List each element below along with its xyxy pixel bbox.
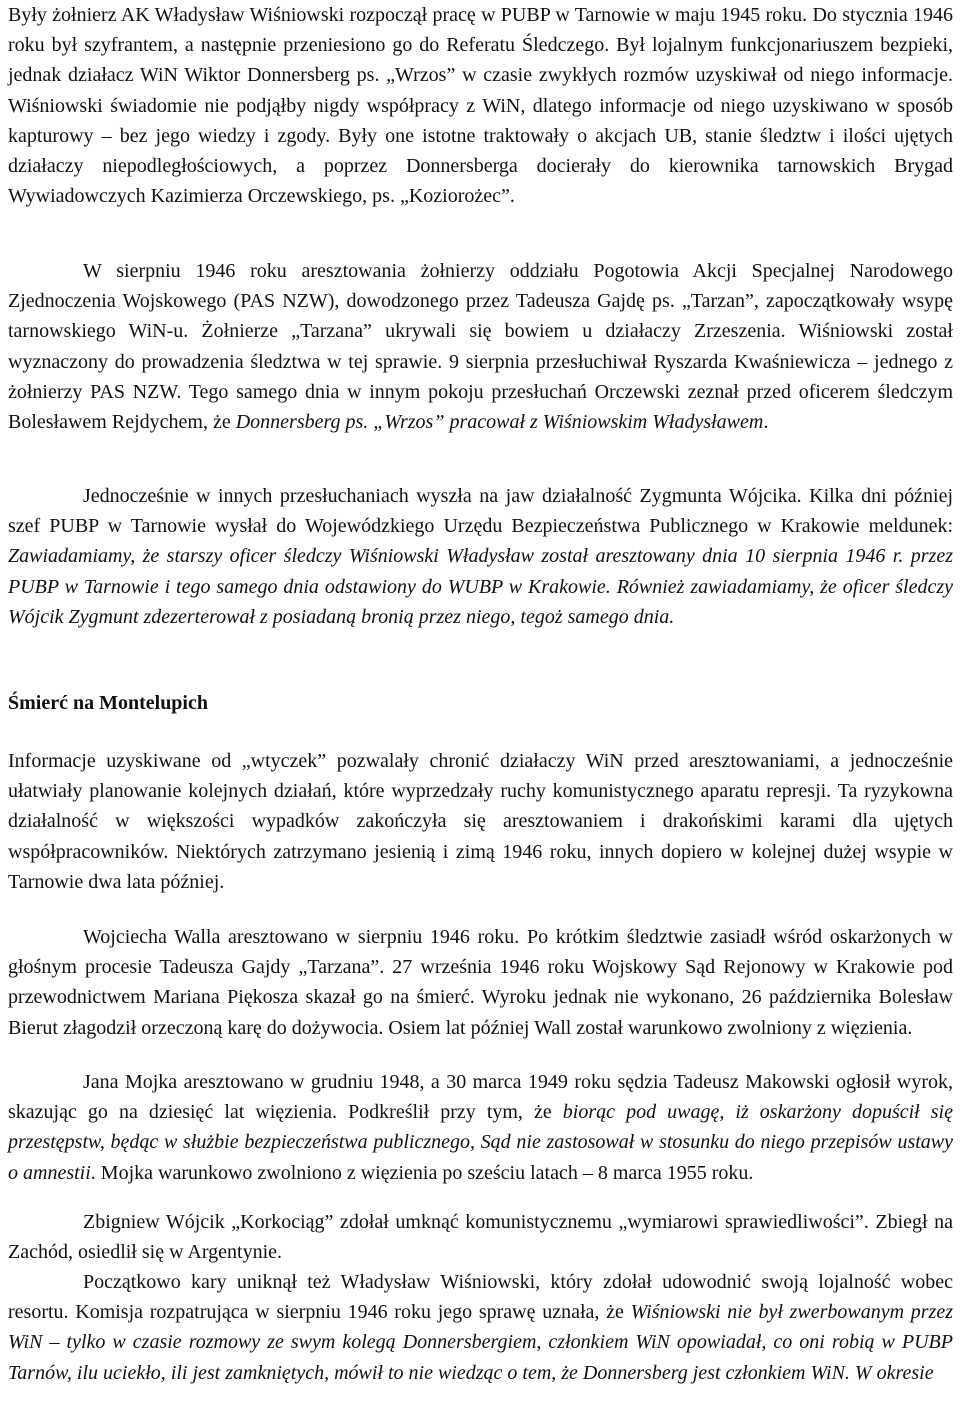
paragraph-text: Początkowo kary uniknął też Władysław Wiśniowski, który zdołał udowodnić swoją lojalność wobec resortu. Komisja rozpatrująca w sierpniu 1946 roku jego sprawę uznała, że (8, 1271, 953, 1324)
paragraph-wisniowski-intro (8, 0, 953, 211)
quoted-testimony: Donnersberg ps. „Wrzos” pracował z Wiśniowskim Władysławem (235, 411, 764, 434)
paragraph-text: Wojciecha Walla aresztowano w sierpniu 1946 roku. Po krótkim śledztwie zasiadł wśród oskarżonych w głośnym procesie Tadeusza Gajdy „Tarzana”. 27 września 1946 roku Wojskowy Sąd Rejonowy w Krakowie pod przewodnictwem Mariana Piękosza skazał go na śmierć. Wyroku jednak nie wykonano, 26 października Bolesław Bierut złagodził orzeczoną karę do dożywocia. Osiem lat później Wall został warunkowo zwolniony z więzienia. (8, 926, 953, 1039)
quoted-commission: Wiśniowski nie był zwerbowanym przez WiN – tylko w czasie rozmowy ze swym kolegą Donnersbergiem, członkiem WiN opowiadał, co oni robią w PUBP Tarnów, ilu uciekło, ili jest zamkniętych, mówił to nie wiedząc o tem, że Donnersberg jest członkiem WiN. W okresie (8, 1301, 953, 1384)
paragraph-wojcik-report (8, 481, 953, 632)
paragraph-text: Były żołnierz AK Władysław Wiśniowski rozpoczął pracę w PUBP w Tarnowie w maju 1945 roku. Do stycznia 1946 roku był szyfrantem, a następnie przeniesiono go do Referatu Śledczego. Był lojalnym funkcjonariuszem bezpieki, jednak działacz WiN Wiktor Donnersberg ps. „Wrzos” w czasie zwykłych rozmów uzyskiwał od niego informacje. Wiśniowski świadomie nie podjąłby nigdy współpracy z WiN, dlatego informacje od niego uzyskiwano w sposób kapturowy – bez jego wiedzy i zgody. Były one istotne traktowały o akcjach UB, stanie śledztw i ilości ujętych działaczy niepodległościowych, a poprzez Donnersberga docierały do kierownika tarnowskich Brygad Wywiadowczych Kazimierza Orczewskiego, ps. „Koziorożec”. (8, 4, 953, 208)
paragraph-informants (8, 746, 953, 897)
paragraph-mojek (8, 1067, 953, 1188)
paragraph-august-1946-arrests (8, 256, 953, 437)
section-heading: Śmierć na Montelupich (8, 692, 208, 714)
paragraph-text-end: . (763, 411, 769, 434)
quoted-report: Zawiadamiamy, że starszy oficer śledczy Wiśniowski Władysław został aresztowany dnia 10 sierpnia 1946 r. przez PUBP w Tarnowie i tego samego dnia odstawiony do WUBP w Krakowie. Również zawiadamiamy, że oficer śledczy Wójcik Zygmunt zdezerterował z posiadaną bronią przez niego, tegoż samego dnia. (8, 545, 953, 628)
paragraph-text: W sierpniu 1946 roku aresztowania żołnierzy oddziału Pogotowia Akcji Specjalnej Narodowego Zjednoczenia Wojskowego (PAS NZW), dowodzonego przez Tadeusza Gajdę ps. „Tarzan”, zapoczątkowały wsypę tarnowskiego WiN-u. Żołnierze „Tarzana” ukrywali się bowiem u działaczy Zrzeszenia. Wiśniowski został wyznaczony do prowadzenia śledztwa w tej sprawie. 9 sierpnia przesłuchiwał Ryszarda Kwaśniewicza – jednego z żołnierzy PAS NZW. Tego samego dnia w innym pokoju przesłuchań Orczewski zeznał przed oficerem śledczym Bolesławem Rejdychem, że (8, 260, 953, 434)
quoted-verdict: biorąc pod uwagę, iż oskarżony dopuścił się przestępstw, będąc w służbie bezpieczeństwa publicznego, Sąd nie zastosował w stosunku do niego przepisów ustawy o amnestii (8, 1101, 953, 1184)
paragraph-wojcik-escape (8, 1207, 953, 1267)
paragraph-wall (8, 922, 953, 1043)
paragraph-text: Zbigniew Wójcik „Korkociąg” zdołał umknąć komunistycznemu „wymiarowi sprawiedliwości”. Zbiegł na Zachód, osiedlił się w Argentynie. (8, 1211, 953, 1264)
paragraph-text: Informacje uzyskiwane od „wtyczek” pozwalały chronić działaczy WiN przed aresztowaniami, a jednocześnie ułatwiały planowanie kolejnych działań, które wyprzedzały ruchy komunistycznego aparatu represji. Ta ryzykowna działalność w większości wypadków zakończyła się aresztowaniem i drakońskimi karami dla ujętych współpracowników. Niektórych zatrzymano jesienią i zimą 1946 roku, innych dopiero w kolejnej dużej wsypie w Tarnowie dwa lata później. (8, 750, 953, 893)
paragraph-text: Jednocześnie w innych przesłuchaniach wyszła na jaw działalność Zygmunta Wójcika. Kilka dni później szef PUBP w Tarnowie wysłał do Wojewódzkiego Urzędu Bezpieczeństwa Publicznego w Krakowie meldunek: (8, 485, 953, 538)
paragraph-text: Jana Mojka aresztowano w grudniu 1948, a 30 marca 1949 roku sędzia Tadeusz Makowski ogłosił wyrok, skazując go na dziesięć lat więzienia. Podkreślił przy tym, że (8, 1071, 953, 1124)
paragraph-wisniowski-commission (8, 1267, 953, 1388)
paragraph-text-end: . Mojka warunkowo zwolniono z więzienia po sześciu latach – 8 marca 1955 roku. (90, 1161, 754, 1184)
